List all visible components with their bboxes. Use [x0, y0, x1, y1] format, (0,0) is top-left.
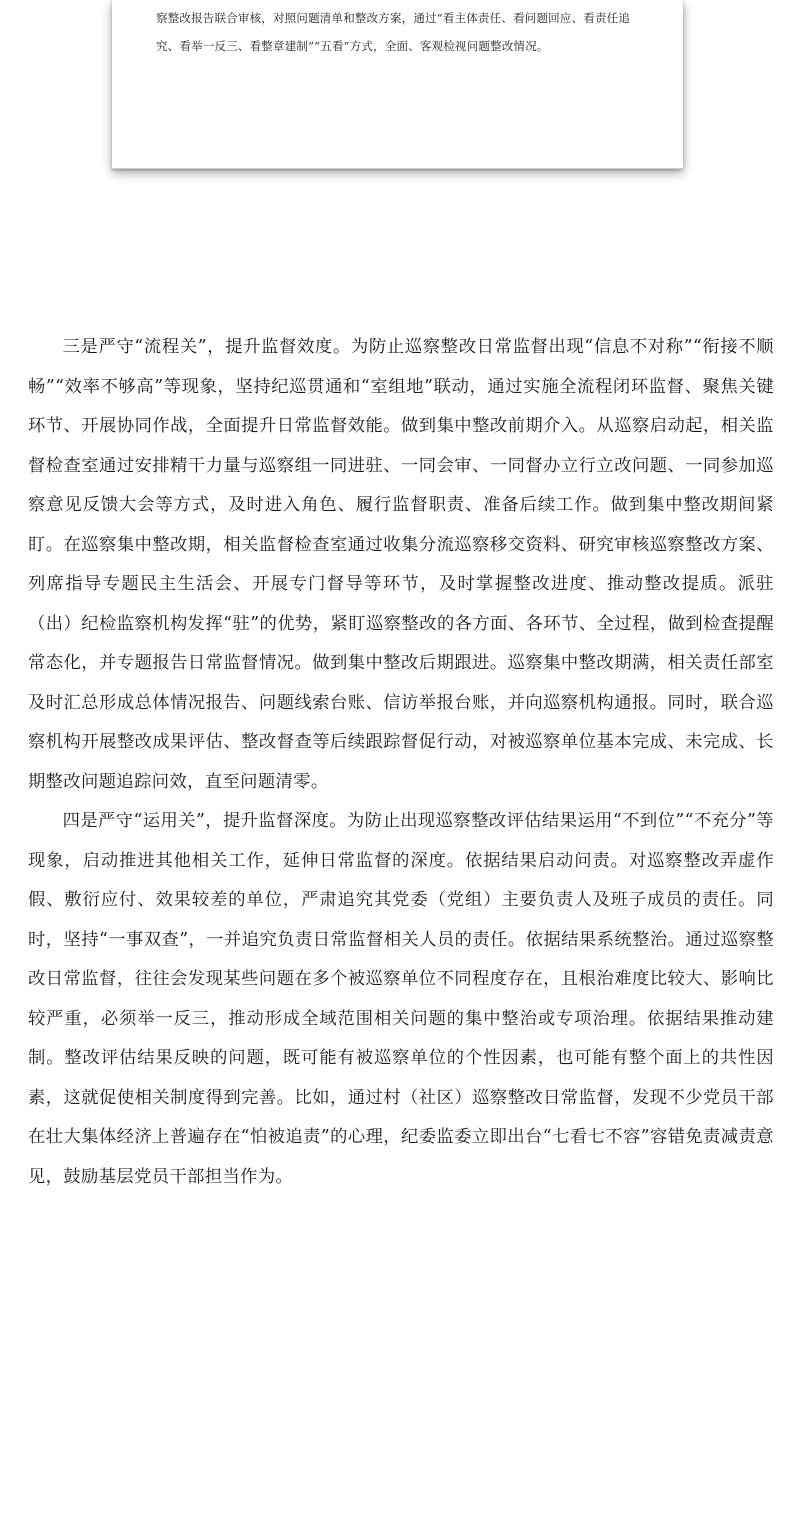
document-body [28, 328, 774, 1197]
card-text: 察整改报告联合审核，对照问题清单和整改方案，通过“看主体责任、看问题回应、看责任追究、看举一反三、看整章建制”“五看”方式，全面、客观检视问题整改情况。 [156, 11, 631, 53]
paragraph-application-stage: 四是严守“运用关”，提升监督深度。为防止出现巡察整改评估结果运用“不到位”“不充分”等现象，启动推进其他相关工作，延伸日常监督的深度。依据结果启动问责。对巡察整改弄虚作假、敷衍应付、效果较差的单位，严肃追究其党委（党组）主要负责人及班子成员的责任。同时，坚持“一事双查”，一并追究负责日常监督相关人员的责任。依据结果系统整治。通过巡察整改日常监督，往往会发现某些问题在多个被巡察单位不同程度存在，且根治难度比较大、影响比较严重，必须举一反三，推动形成全域范围相关问题的集中整治或专项治理。依据结果推动建制。整改评估结果反映的问题，既可能有被巡察单位的个性因素，也可能有整个面上的共性因素，这就促使相关制度得到完善。比如，通过村（社区）巡察整改日常监督，发现不少党员干部在壮大集体经济上普遍存在“怕被追责”的心理，纪委监委立即出台“七看七不容”容错免责减责意见，鼓励基层党员干部担当作为。 [28, 811, 774, 1187]
document-card-preview [112, 0, 683, 169]
paragraph-process-stage: 三是严守“流程关”，提升监督效度。为防止巡察整改日常监督出现“信息不对称”“衔接不顺畅”“效率不够高”等现象，坚持纪巡贯通和“室组地”联动，通过实施全流程闭环监督、聚焦关键环节、开展协同作战，全面提升日常监督效能。做到集中整改前期介入。从巡察启动起，相关监督检查室通过安排精干力量与巡察组一同进驻、一同会审、一同督办立行立改问题、一同参加巡察意见反馈大会等方式，及时进入角色、履行监督职责、准备后续工作。做到集中整改期间紧盯。在巡察集中整改期，相关监督检查室通过收集分流巡察移交资料、研究审核巡察整改方案、列席指导专题民主生活会、开展专门督导等环节，及时掌握整改进度、推动整改提质。派驻（出）纪检监察机构发挥“驻”的优势，紧盯巡察整改的各方面、各环节、全过程，做到检查提醒常态化，并专题报告日常监督情况。做到集中整改后期跟进。巡察集中整改期满，相关责任部室及时汇总形成总体情况报告、问题线索台账、信访举报台账，并向巡察机构通报。同时，联合巡察机构开展整改成果评估、整改督查等后续跟踪督促行动，对被巡察单位基本完成、未完成、长期整改问题追踪问效，直至问题清零。 [28, 337, 774, 792]
